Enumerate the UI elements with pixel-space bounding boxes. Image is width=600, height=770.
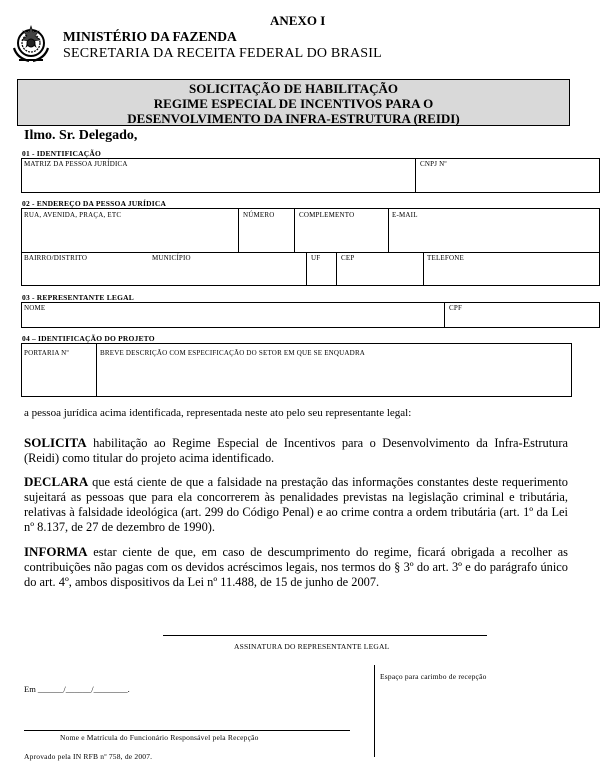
signature-label: ASSINATURA DO REPRESENTANTE LEGAL bbox=[234, 642, 390, 651]
email-field[interactable]: E-MAIL bbox=[392, 211, 418, 219]
declaration-text: que está ciente de que a falsidade na prestação das informações constantes deste requerimento sujeitará as pessoas que para ela concorrerem às penalidades previstas na legislação criminal e tributária, relativas à falsidade ideológica (art. 299 do Código Penal) e ao crime contra a ordem tributária (art. 1º da Lei nº 8.137, de 27 de dezembro de 1990). bbox=[24, 475, 568, 534]
address-box bbox=[21, 208, 600, 286]
coat-of-arms-logo bbox=[9, 22, 53, 66]
signature-line bbox=[163, 635, 487, 636]
section-identification-title: 01 - IDENTIFICAÇÃO bbox=[22, 149, 102, 158]
intro-text: a pessoa jurídica acima identificada, representada neste ato pelo seu representante legal: bbox=[24, 407, 412, 419]
complement-field[interactable]: COMPLEMENTO bbox=[299, 211, 355, 219]
receipt-stamp-label: Espaço para carimbo de recepção bbox=[380, 672, 487, 681]
cnpj-field[interactable]: CNPJ Nº bbox=[420, 160, 447, 168]
form-title-line1: SOLICITAÇÃO DE HABILITAÇÃO bbox=[188, 81, 398, 96]
ministry-name: MINISTÉRIO DA FAZENDA bbox=[63, 29, 237, 44]
request-text: habilitação ao Regime Especial de Incentivos para o Desenvolvimento da Infra-Estrutura (Reidi) como titular do projeto acima identificado. bbox=[24, 436, 568, 465]
street-field[interactable]: RUA, AVENIDA, PRAÇA, ETC bbox=[24, 211, 122, 219]
inform-keyword: INFORMA bbox=[24, 544, 88, 559]
secretariat-name: SECRETARIA DA RECEITA FEDERAL DO BRASIL bbox=[63, 46, 382, 61]
receipt-divider bbox=[374, 665, 375, 757]
representative-name-field[interactable]: NOME bbox=[24, 304, 46, 312]
date-field[interactable]: Em ______/______/________. bbox=[24, 684, 130, 694]
representative-box bbox=[21, 302, 600, 328]
cpf-field[interactable]: CPF bbox=[449, 304, 463, 312]
inform-text: estar ciente de que, em caso de descumprimento do regime, ficará obrigada a recolher as contribuições não pagas com os devidos acréscimos legais, nos termos do § 3º do art. 3º e do parágrafo único do art. 4º, ambos dispositivos da Lei nº 11.488, de 15 de junho de 2007. bbox=[24, 545, 568, 589]
officer-signature-line bbox=[24, 730, 350, 731]
phone-field[interactable]: TELEFONE bbox=[427, 254, 464, 262]
salutation: Ilmo. Sr. Delegado, bbox=[24, 128, 138, 143]
form-title-box bbox=[17, 79, 570, 126]
annex-label: ANEXO I bbox=[270, 13, 326, 28]
declaration-keyword: DECLARA bbox=[24, 474, 89, 489]
company-name-field[interactable]: MATRIZ DA PESSOA JURÍDICA bbox=[24, 160, 128, 168]
district-field[interactable]: BAIRRO/DISTRITO bbox=[24, 254, 88, 262]
cep-field[interactable]: CEP bbox=[341, 254, 355, 262]
request-paragraph bbox=[24, 435, 568, 466]
section-representative-title: 03 - REPRESENTANTE LEGAL bbox=[22, 293, 134, 302]
form-title-line3: DESENVOLVIMENTO DA INFRA-ESTRUTURA (REIDI) bbox=[127, 111, 460, 126]
city-field[interactable]: MUNICÍPIO bbox=[152, 254, 191, 262]
ordinance-field[interactable]: PORTARIA Nº bbox=[24, 349, 69, 357]
approval-note: Aprovado pela IN RFB nº 758, de 2007. bbox=[24, 752, 153, 761]
project-description-field[interactable]: BREVE DESCRIÇÃO COM ESPECIFICAÇÃO DO SETOR EM QUE SE ENQUADRA bbox=[100, 349, 366, 357]
inform-paragraph bbox=[24, 544, 568, 590]
form-title-line2: REGIME ESPECIAL DE INCENTIVOS PARA O bbox=[153, 96, 434, 111]
officer-label: Nome e Matrícula do Funcionário Responsável pela Recepção bbox=[60, 733, 259, 742]
uf-field[interactable]: UF bbox=[311, 254, 321, 262]
request-keyword: SOLICITA bbox=[24, 435, 87, 450]
section-project-title: 04 – IDENTIFICAÇÃO DO PROJETO bbox=[22, 334, 155, 343]
number-field[interactable]: NÚMERO bbox=[243, 211, 275, 219]
section-address-title: 02 - ENDEREÇO DA PESSOA JURÍDICA bbox=[22, 199, 167, 208]
declaration-paragraph bbox=[24, 474, 568, 535]
